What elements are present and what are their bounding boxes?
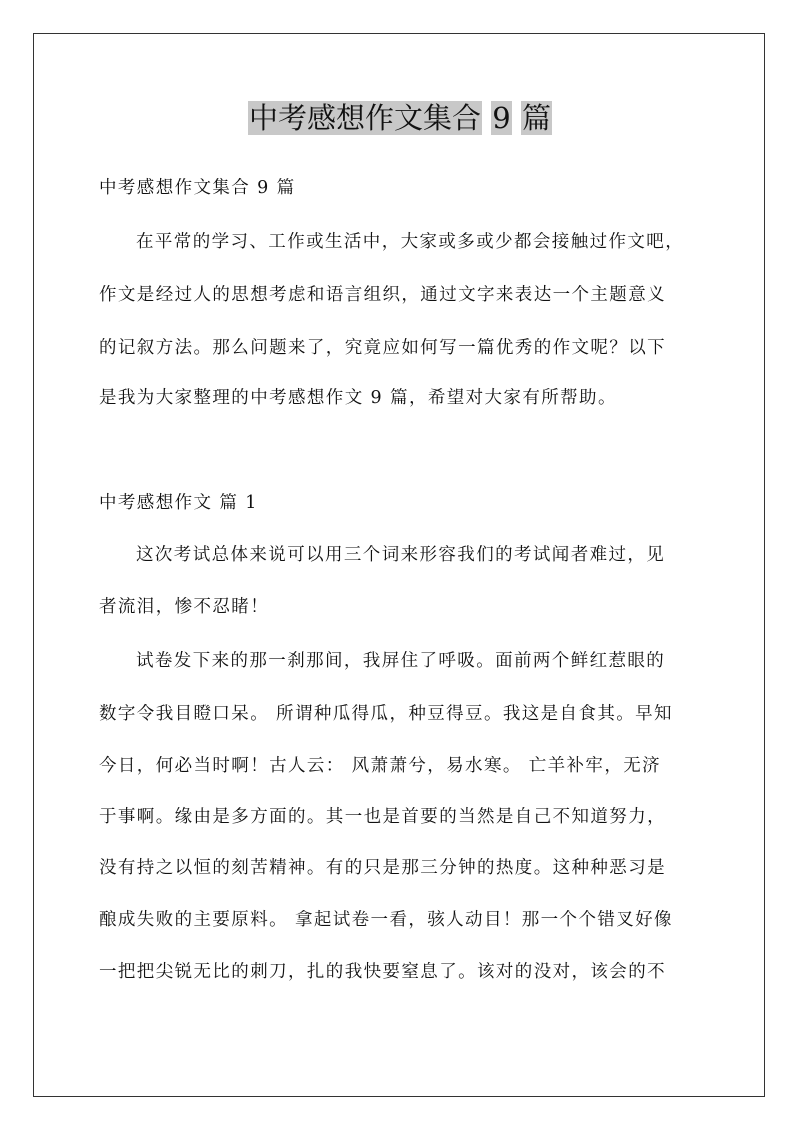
intro-line: 在平常的学习、工作或生活中，大家或多或少都会接触过作文吧，: [136, 232, 685, 252]
paragraph-line: 酿成失败的主要原料。 拿起试卷一看，骇人动目！那一个个错叉好像: [99, 910, 673, 930]
intro-line: 作文是经过人的思想考虑和语言组织，通过文字来表达一个主题意义: [99, 285, 666, 305]
paragraph-line: 于事啊。缘由是多方面的。其一也是首要的当然是自己不知道努力，: [99, 807, 666, 827]
paragraph-line: 没有持之以恒的刻苦精神。有的只是那三分钟的热度。这种种恶习是: [99, 858, 666, 878]
document-subtitle: 中考感想作文集合 9 篇: [99, 178, 296, 198]
intro-line: 的记叙方法。那么问题来了，究竟应如何写一篇优秀的作文呢？以下: [99, 338, 666, 358]
paragraph-line: 试卷发下来的那一刹那间，我屏住了呼吸。面前两个鲜红惹眼的: [136, 651, 666, 671]
paragraph-line: 一把把尖锐无比的刺刀，扎的我快要窒息了。该对的没对，该会的不: [99, 962, 666, 982]
title-part-3: 篇: [521, 101, 551, 135]
title-part-2: 9: [492, 101, 511, 135]
document-title: [0, 98, 800, 138]
paragraph-line: 数字令我目瞪口呆。 所谓种瓜得瓜，种豆得豆。我这是自食其。早知: [99, 704, 673, 724]
section-heading: 中考感想作文 篇 1: [99, 493, 258, 513]
intro-line: 是我为大家整理的中考感想作文 9 篇，希望对大家有所帮助。: [99, 388, 617, 408]
paragraph-line: 这次考试总体来说可以用三个词来形容我们的考试闻者难过，见: [136, 545, 666, 565]
title-part-1: 中考感想作文集合: [249, 101, 482, 135]
paragraph-line: 今日，何必当时啊！古人云： 风萧萧兮，易水寒。 亡羊补牢，无济: [99, 756, 662, 776]
paragraph-line: 者流泪，惨不忍睹！: [99, 597, 270, 617]
